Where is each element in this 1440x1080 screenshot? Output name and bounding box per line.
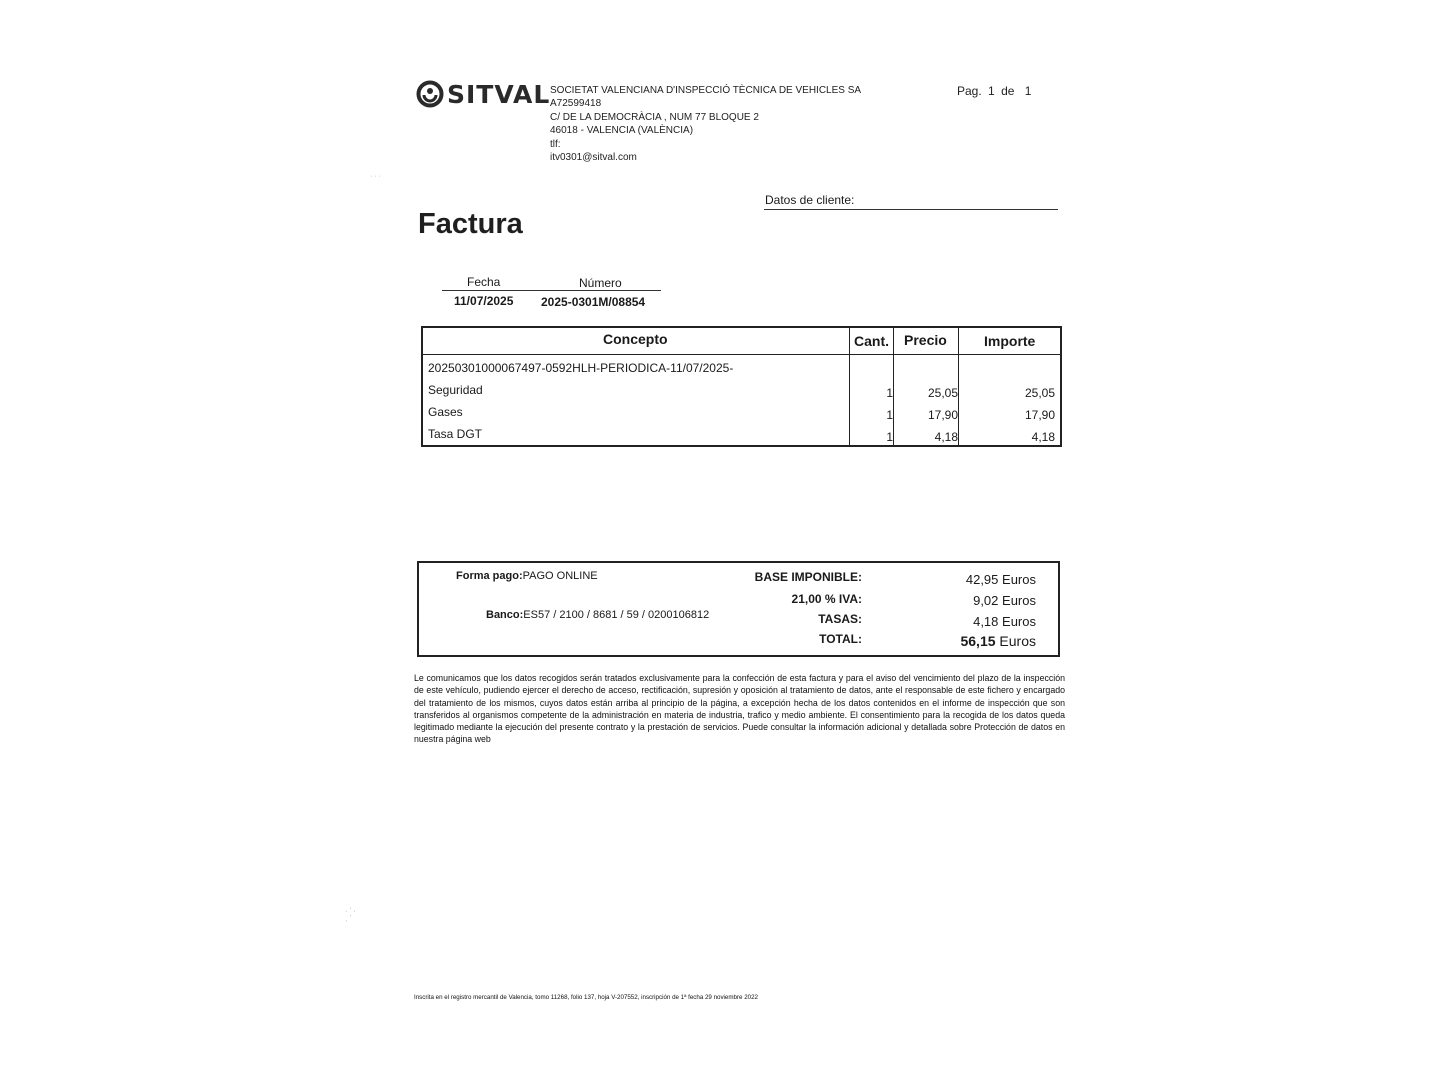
tasas-value [973, 614, 1036, 629]
sitval-logo [416, 79, 550, 109]
header-cant: Cant. [854, 333, 889, 349]
banco-label: Banco: [486, 609, 524, 621]
company-info [550, 84, 861, 164]
row-importe: 25,05 [1024, 386, 1055, 400]
numero-label: Número [579, 276, 622, 290]
company-name: SOCIETAT VALENCIANA D'INSPECCIÓ TÈCNICA DE VEHICLES SA [550, 85, 862, 96]
row-precio: 17,90 [927, 408, 958, 422]
header-concepto: Concepto [603, 331, 668, 347]
table-divider [849, 328, 850, 445]
table-header-divider [423, 354, 1060, 355]
currency: Euros [999, 633, 1036, 649]
client-underline [764, 209, 1058, 210]
company-address: C/ DE LA DEMOCRÀCIA , NUM 77 BLOQUE 2 [550, 111, 759, 123]
logo-wordmark: SITVAL [447, 79, 551, 109]
header-precio: Precio [904, 332, 947, 348]
table-divider [958, 328, 959, 445]
row-precio: 4,18 [934, 430, 958, 444]
base-amount: 42,95 [965, 572, 999, 587]
tasas-label: TASAS: [818, 612, 862, 626]
forma-pago-value: PAGO ONLINE [522, 570, 598, 582]
iva-amount: 9,02 [973, 593, 999, 608]
fecha-numero-divider [442, 290, 661, 291]
row-importe: 17,90 [1024, 408, 1055, 422]
row-cant: 1 [886, 430, 893, 444]
forma-pago [456, 570, 598, 582]
currency: Euros [1002, 572, 1036, 587]
header-importe: Importe [984, 333, 1036, 349]
total-amount: 56,15 [960, 633, 996, 649]
company-phone: tlf: [550, 138, 561, 150]
client-label: Datos de cliente: [765, 193, 855, 207]
total-value [960, 633, 1036, 649]
banco [486, 609, 709, 621]
row-concepto: Tasa DGT [428, 427, 483, 441]
company-cif: A72599418 [550, 98, 602, 110]
tasas-amount: 4,18 [973, 614, 999, 629]
currency: Euros [1002, 614, 1036, 629]
numero-value: 2025-0301M/08854 [541, 295, 646, 309]
iva-value [973, 593, 1036, 608]
currency: Euros [1002, 593, 1036, 608]
items-table [421, 326, 1062, 447]
sitval-logo-icon [416, 80, 444, 108]
fecha-value: 11/07/2025 [454, 294, 514, 308]
row-concepto: Gases [428, 405, 463, 419]
total-label: TOTAL: [819, 632, 862, 646]
fecha-label: Fecha [467, 275, 501, 289]
forma-pago-label: Forma pago: [456, 570, 523, 582]
page-number [957, 84, 1034, 98]
page-total: 1 [1024, 84, 1032, 98]
page-label: Pag. [957, 84, 982, 98]
row-importe: 4,18 [1031, 430, 1055, 444]
base-imponible-value [966, 572, 1036, 587]
page-title: Factura [418, 208, 523, 240]
base-imponible-label: BASE IMPONIBLE: [754, 570, 862, 584]
table-divider [893, 328, 894, 445]
row-precio: 25,05 [927, 386, 958, 400]
row-cant: 1 [886, 408, 893, 422]
page-current: 1 [988, 84, 995, 98]
privacy-notice: Le comunicamos que los datos recogidos serán tratados exclusivamente para la confección de esta factura y para el aviso del vencimiento del plazo de la inspección de este vehículo, pudiendo ejercer el derecho de acceso, rectificación, supresión y oposición al tratamiento de datos, ante el responsable de este fichero y encargado del tratamiento de los mismos, cuyos datos están arriba al principio de la página, a excepción hecha de los datos contenidos en el informe de inspección que son transferidos al organismos competente de la administración en materia de industria, trafico y medio ambiente. El consentimiento para la recogida de los datos queda legitimado mediante la ejecución del presente contrato y la prestación de servicios. Puede consultar la información adicional y detallada sobre Protección de datos en nuestra página web [414, 673, 1065, 745]
page-of: de [1001, 84, 1015, 98]
row-concepto: Seguridad [428, 383, 483, 397]
iva-label: 21,00 % IVA: [791, 592, 862, 606]
reference-line: 20250301000067497-0592HLH-PERIODICA-11/07/2025- [428, 361, 734, 375]
scan-artifact: · ˈ · ˌ ˈ [345, 908, 356, 922]
totals-box [417, 561, 1060, 657]
scan-artifact: · · · [370, 173, 381, 180]
banco-value: ES57 / 2100 / 8681 / 59 / 0200106812 [523, 609, 710, 621]
registry-footer: Inscrita en el registro mercantil de Valencia, tomo 11268, folio 137, hoja V-207552, inscripción de 1ª fecha 29 noviembre 2022 [414, 994, 758, 1001]
row-cant: 1 [886, 386, 893, 400]
company-city: 46018 - VALENCIA (VALÈNCIA) [550, 125, 694, 137]
company-email: itv0301@sitval.com [550, 152, 637, 164]
